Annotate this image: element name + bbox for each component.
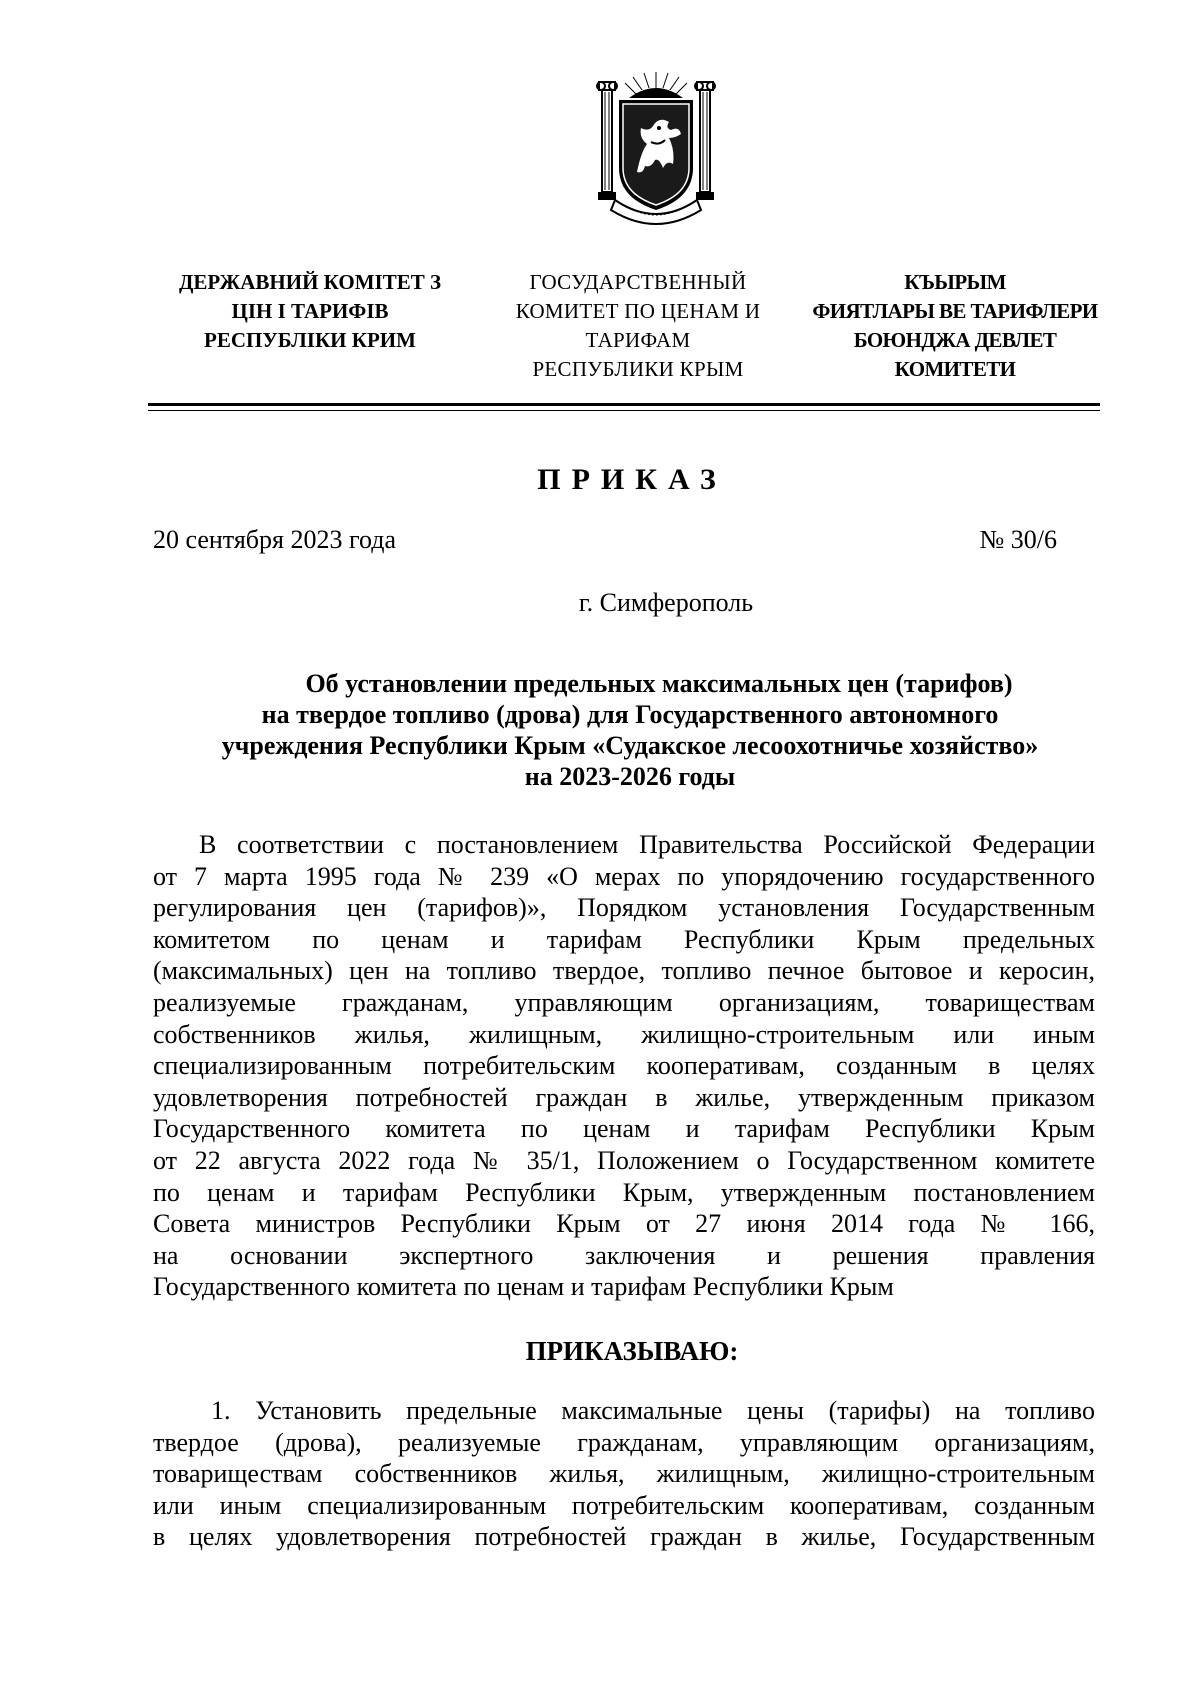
org-crimean-tatar-line: КОМИТЕТИ [894, 357, 1016, 381]
order-item-line: твердое (дрова), реализуемые гражданам, управляющим организациям, [153, 1427, 1095, 1457]
document-number: № 30/6 [979, 525, 1057, 554]
preamble-line: Государственного комитета по ценам и тарифам Республики Крым [153, 1114, 1095, 1144]
preamble-line: В соответствии с постановлением Правительства Российской Федерации [199, 830, 1095, 859]
org-name-ukrainian [145, 268, 475, 355]
preamble-line: реализуемые гражданам, управляющим организациям, товариществам [153, 987, 1095, 1017]
document-subject [170, 668, 1090, 792]
order-item-line: товариществам собственников жилья, жилищным, жилищно-строительным [153, 1459, 1095, 1489]
preamble-line: удовлетворения потребностей граждан в жилье, утвержденным приказом [153, 1082, 1095, 1112]
org-russian-line: ГОСУДАРСТВЕННЫЙ [529, 270, 747, 294]
org-russian-line: ТАРИФАМ [585, 328, 691, 352]
preamble-line: специализированным потребительским кооперативам, созданным в целях [153, 1051, 1095, 1081]
org-crimean-tatar-line: ФИЯТЛАРЫ ВЕ ТАРИФЛЕРИ [812, 299, 1098, 323]
document-date: 20 сентября 2023 года [153, 525, 397, 554]
subject-line: на 2023-2026 годы [524, 762, 736, 791]
header-divider-thick [148, 403, 1100, 406]
preamble-paragraph [153, 829, 1095, 1303]
document-city: г. Симферополь [578, 588, 754, 617]
order-item-line: или иным специализированным потребительским кооперативам, созданным [153, 1490, 1095, 1520]
order-item-line: 1. Установить предельные максимальные цены (тарифы) на топливо [211, 1396, 1095, 1425]
org-ukrainian-line: ДЕРЖАВНИЙ КОМІТЕТ З [178, 270, 442, 294]
org-name-crimean-tatar [795, 268, 1115, 384]
preamble-line: от 7 марта 1995 года № 239 «О мерах по упорядочению государственного [153, 861, 1095, 891]
preamble-line: регулирования цен (тарифов)», Порядком установления Государственным [153, 893, 1095, 923]
preamble-line: по ценам и тарифам Республики Крым, утвержденным постановлением [153, 1177, 1095, 1207]
order-item-1 [153, 1395, 1095, 1553]
org-russian-line: РЕСПУБЛИКИ КРЫМ [532, 357, 744, 381]
org-ukrainian-line: РЕСПУБЛІКИ КРИМ [204, 328, 416, 352]
preamble-line: на основании экспертного заключения и решения правления [153, 1240, 1095, 1270]
preamble-line: комитетом по ценам и тарифам Республики Крым предельных [153, 924, 1095, 954]
subject-line: на твердое топливо (дрова) для Государственного автономного [261, 700, 999, 729]
header-divider-thin [148, 410, 1100, 411]
coat-of-arms-icon [589, 68, 723, 232]
order-item-line: в целях удовлетворения потребностей граждан в жилье, Государственным [153, 1522, 1095, 1552]
preamble-line: (максимальных) цен на топливо твердое, топливо печное бытовое и керосин, [153, 956, 1095, 986]
preamble-line: Государственного комитета по ценам и тарифам Республики Крым [153, 1272, 894, 1302]
org-crimean-tatar-line: КЪЫРЫМ [904, 270, 1006, 294]
org-name-russian [478, 268, 798, 384]
org-russian-line: КОМИТЕТ ПО ЦЕНАМ И [515, 299, 761, 323]
preamble-line: от 22 августа 2022 года № 35/1, Положением о Государственном комитете [153, 1145, 1095, 1175]
document-title: ПРИКАЗ [537, 463, 727, 496]
org-crimean-tatar-line: БОЮНДЖА ДЕВЛЕТ [853, 328, 1057, 352]
subject-line: Об установлении предельных максимальных цен (тарифов) [305, 669, 1013, 698]
org-ukrainian-line: ЦІН І ТАРИФІВ [231, 299, 389, 323]
preamble-line: Совета министров Республики Крым от 27 июня 2014 года № 166, [153, 1209, 1095, 1239]
order-heading: ПРИКАЗЫВАЮ: [525, 1336, 739, 1366]
preamble-line: собственников жилья, жилищным, жилищно-строительным или иным [153, 1019, 1095, 1049]
subject-line: учреждения Республики Крым «Судакское лесоохотничье хозяйство» [221, 731, 1039, 760]
